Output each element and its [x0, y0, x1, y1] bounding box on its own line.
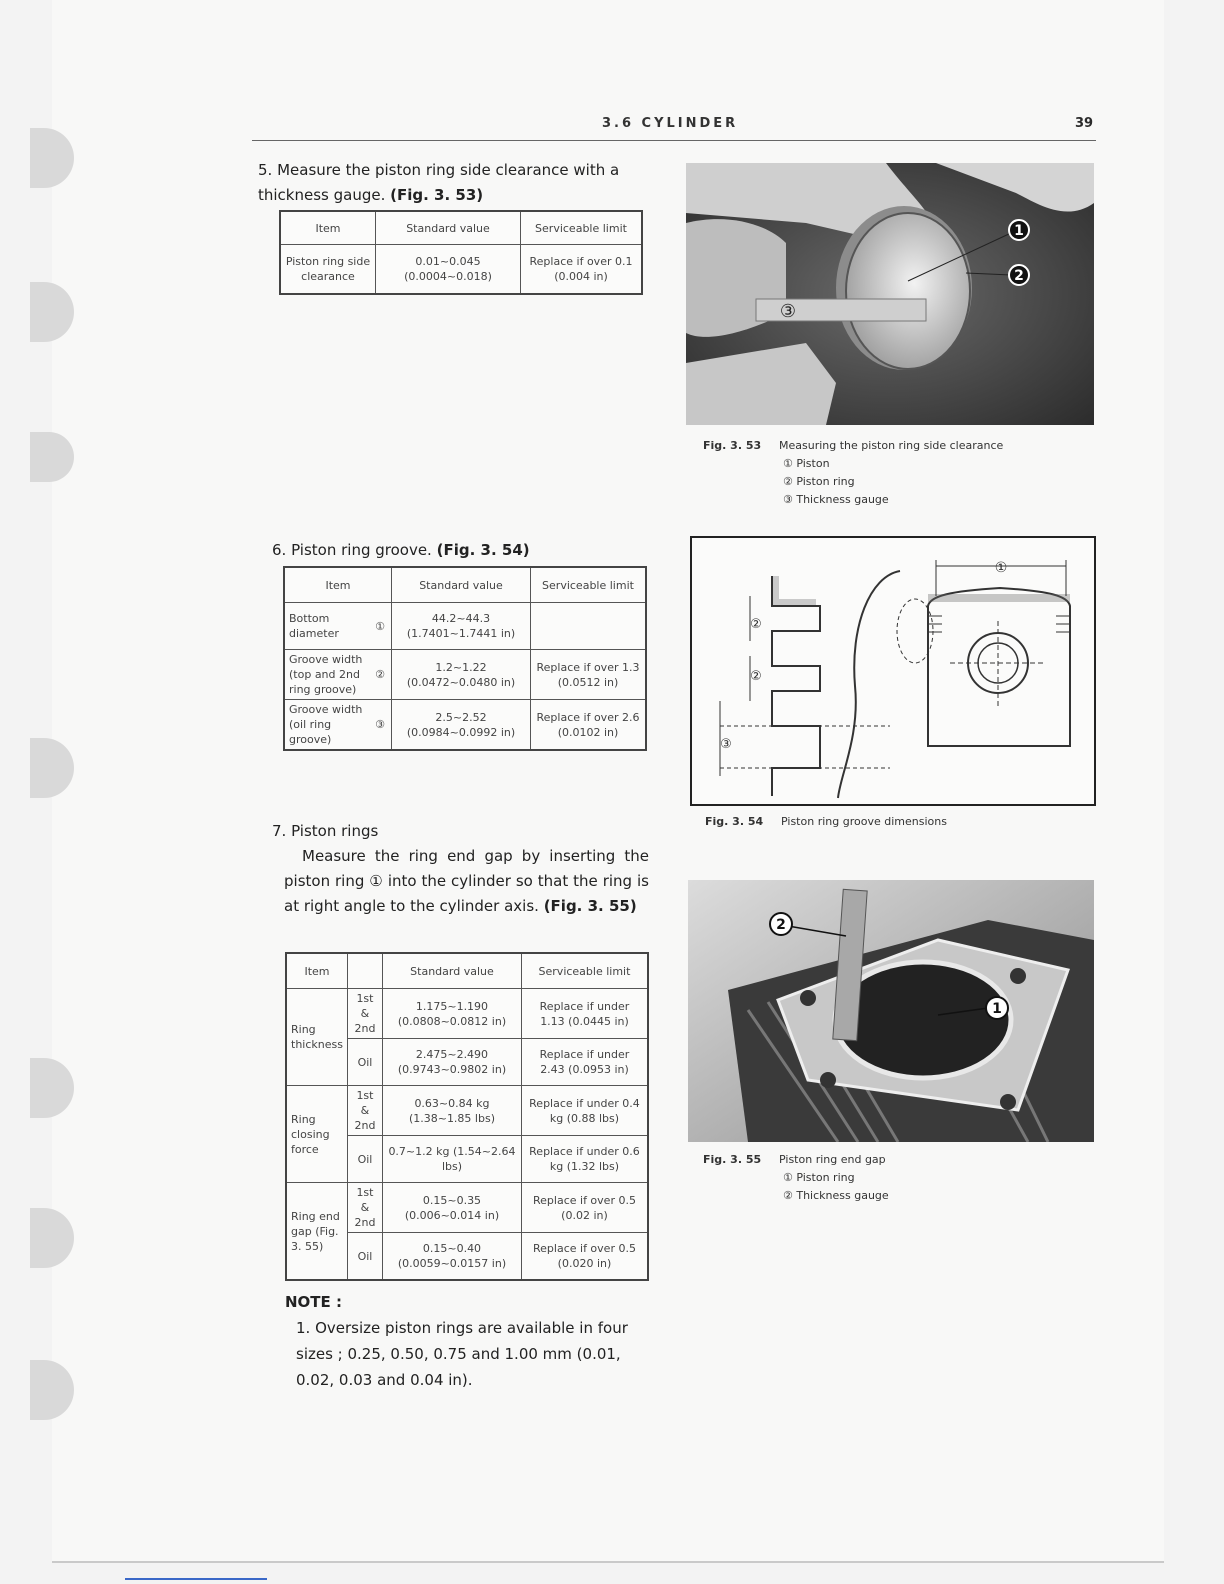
step5-figref: (Fig. 3. 53) [390, 186, 484, 204]
table-row [284, 603, 646, 650]
legend-item: ② Piston ring [783, 475, 855, 488]
table-cell: Replace if under 1.13 (0.0445 in) [521, 989, 648, 1039]
table-header [347, 953, 382, 989]
table-cell [531, 603, 647, 650]
table-cell: Oil [347, 1039, 382, 1086]
legend-item: ② Thickness gauge [783, 1189, 889, 1202]
table-cell: 44.2~44.3 (1.7401~1.7441 in) [392, 603, 531, 650]
step5-text: 5. Measure the piston ring side clearance with a thickness gauge. [258, 161, 620, 204]
note-heading: NOTE : [285, 1293, 343, 1311]
table-cell: Replace if over 0.1 (0.004 in) [521, 245, 643, 295]
table-cell: Ring end gap (Fig. 3. 55) [286, 1183, 347, 1281]
table-cell: Oil [347, 1233, 382, 1281]
note-text: 1. Oversize piston rings are available in four sizes ; 0.25, 0.50, 0.75 and 1.00 mm (0.01, 0.02, 0.03 and 0.04 in). [296, 1319, 628, 1389]
table-cell: Replace if over 0.5 (0.020 in) [521, 1233, 648, 1281]
table-cell-mark: ③ [369, 700, 392, 751]
table-cell: 2.5~2.52 (0.0984~0.0992 in) [392, 700, 531, 751]
table-cell: 2.475~2.490 (0.9743~0.9802 in) [382, 1039, 521, 1086]
table-cell-mark: ② [369, 650, 392, 700]
table-header: Serviceable limit [521, 953, 648, 989]
label-bottom-diameter: ① [994, 560, 1008, 576]
table-row [286, 989, 648, 1039]
table-header-row [284, 567, 646, 603]
table-row [284, 700, 646, 751]
step6-figref: (Fig. 3. 54) [436, 541, 530, 559]
table-cell-mark: ① [369, 603, 392, 650]
fig53-caption [703, 437, 1083, 509]
step5-paragraph [258, 158, 650, 208]
label-groove-width-oil: ③ [720, 737, 732, 752]
table-cell: Replace if over 0.5 (0.02 in) [521, 1183, 648, 1233]
table-cell: Piston ring side clearance [280, 245, 376, 295]
label-groove-width-top: ② [750, 617, 762, 632]
table-cell: Replace if under 0.6 kg (1.32 lbs) [521, 1136, 648, 1183]
table-cell: Ring thickness [286, 989, 347, 1086]
callout-2-label: 2 [1014, 268, 1024, 284]
step7-paragraph [284, 844, 649, 919]
page-bottom-edge [52, 1561, 1164, 1563]
piston-clearance-photo [686, 163, 1094, 425]
table-cell: Groove width (top and 2nd ring groove) [284, 650, 369, 700]
groove-table [283, 566, 647, 751]
groove-diagram [690, 536, 1096, 806]
step7-text: Measure the ring end gap by inserting the piston ring ① into the cylinder so that the ring is at right angle to the cylinder axis. [284, 847, 649, 915]
fig54-number: Fig. 3. 54 [705, 815, 764, 828]
table-header: Item [280, 211, 376, 245]
fig53-number: Fig. 3. 53 [703, 439, 762, 452]
table-cell: Replace if over 1.3 (0.0512 in) [531, 650, 647, 700]
label-groove-width-2nd: ② [750, 669, 762, 684]
table-cell: 0.01~0.045 (0.0004~0.018) [376, 245, 521, 295]
table-cell: 0.63~0.84 kg (1.38~1.85 lbs) [382, 1086, 521, 1136]
header-rule [252, 140, 1096, 141]
callout-2-label: 2 [776, 917, 786, 933]
table-cell: Replace if under 0.4 kg (0.88 lbs) [521, 1086, 648, 1136]
table-header-row [286, 953, 648, 989]
fig55-caption [703, 1151, 1083, 1205]
table-header: Item [286, 953, 347, 989]
piston-rings-table [285, 952, 649, 1281]
table-cell: 1st & 2nd [347, 1183, 382, 1233]
table-header: Item [284, 567, 392, 603]
table-cell: Oil [347, 1136, 382, 1183]
callout-1-label: 1 [1014, 223, 1024, 239]
step6-text: 6. Piston ring groove. [272, 541, 432, 559]
table-cell: 1.2~1.22 (0.0472~0.0480 in) [392, 650, 531, 700]
page-number: 39 [1075, 116, 1094, 131]
table-row [280, 245, 642, 295]
step6-paragraph [272, 538, 652, 563]
table-cell: Replace if under 2.43 (0.0953 in) [521, 1039, 648, 1086]
table-cell: Replace if over 2.6 (0.0102 in) [531, 700, 647, 751]
table-header: Serviceable limit [531, 567, 647, 603]
table-cell: 0.15~0.40 (0.0059~0.0157 in) [382, 1233, 521, 1281]
table-cell: 0.15~0.35 (0.006~0.014 in) [382, 1183, 521, 1233]
fig53-title: Measuring the piston ring side clearance [779, 439, 1004, 452]
table-header-row [280, 211, 642, 245]
table-cell: 0.7~1.2 kg (1.54~2.64 lbs) [382, 1136, 521, 1183]
table-row [286, 1183, 648, 1233]
table-cell: 1st & 2nd [347, 1086, 382, 1136]
step7-figref: (Fig. 3. 55) [543, 897, 637, 915]
table-header: Serviceable limit [521, 211, 643, 245]
side-clearance-table [279, 210, 643, 295]
table-cell: 1.175~1.190 (0.0808~0.0812 in) [382, 989, 521, 1039]
callout-1-label: 1 [992, 1001, 1002, 1017]
legend-item: ③ Thickness gauge [783, 493, 889, 506]
table-header: Standard value [392, 567, 531, 603]
table-row [284, 650, 646, 700]
table-cell: Ring closing force [286, 1086, 347, 1183]
legend-item: ① Piston ring [783, 1171, 855, 1184]
table-row [286, 1086, 648, 1136]
fig55-number: Fig. 3. 55 [703, 1153, 762, 1166]
fig54-caption [705, 813, 1085, 831]
table-header: Standard value [376, 211, 521, 245]
table-cell: Groove width (oil ring groove) [284, 700, 369, 751]
table-cell: 1st & 2nd [347, 989, 382, 1039]
callout-3-label: ③ [779, 301, 797, 322]
ring-end-gap-photo [688, 880, 1094, 1142]
section-header: 3.6 CYLINDER [602, 116, 739, 131]
table-cell: Bottom diameter [284, 603, 369, 650]
fig55-title: Piston ring end gap [779, 1153, 886, 1166]
legend-item: ① Piston [783, 457, 830, 470]
step7-heading: 7. Piston rings [272, 822, 379, 840]
table-header: Standard value [382, 953, 521, 989]
scroll-indicator [125, 1578, 267, 1580]
fig54-title: Piston ring groove dimensions [781, 815, 947, 828]
